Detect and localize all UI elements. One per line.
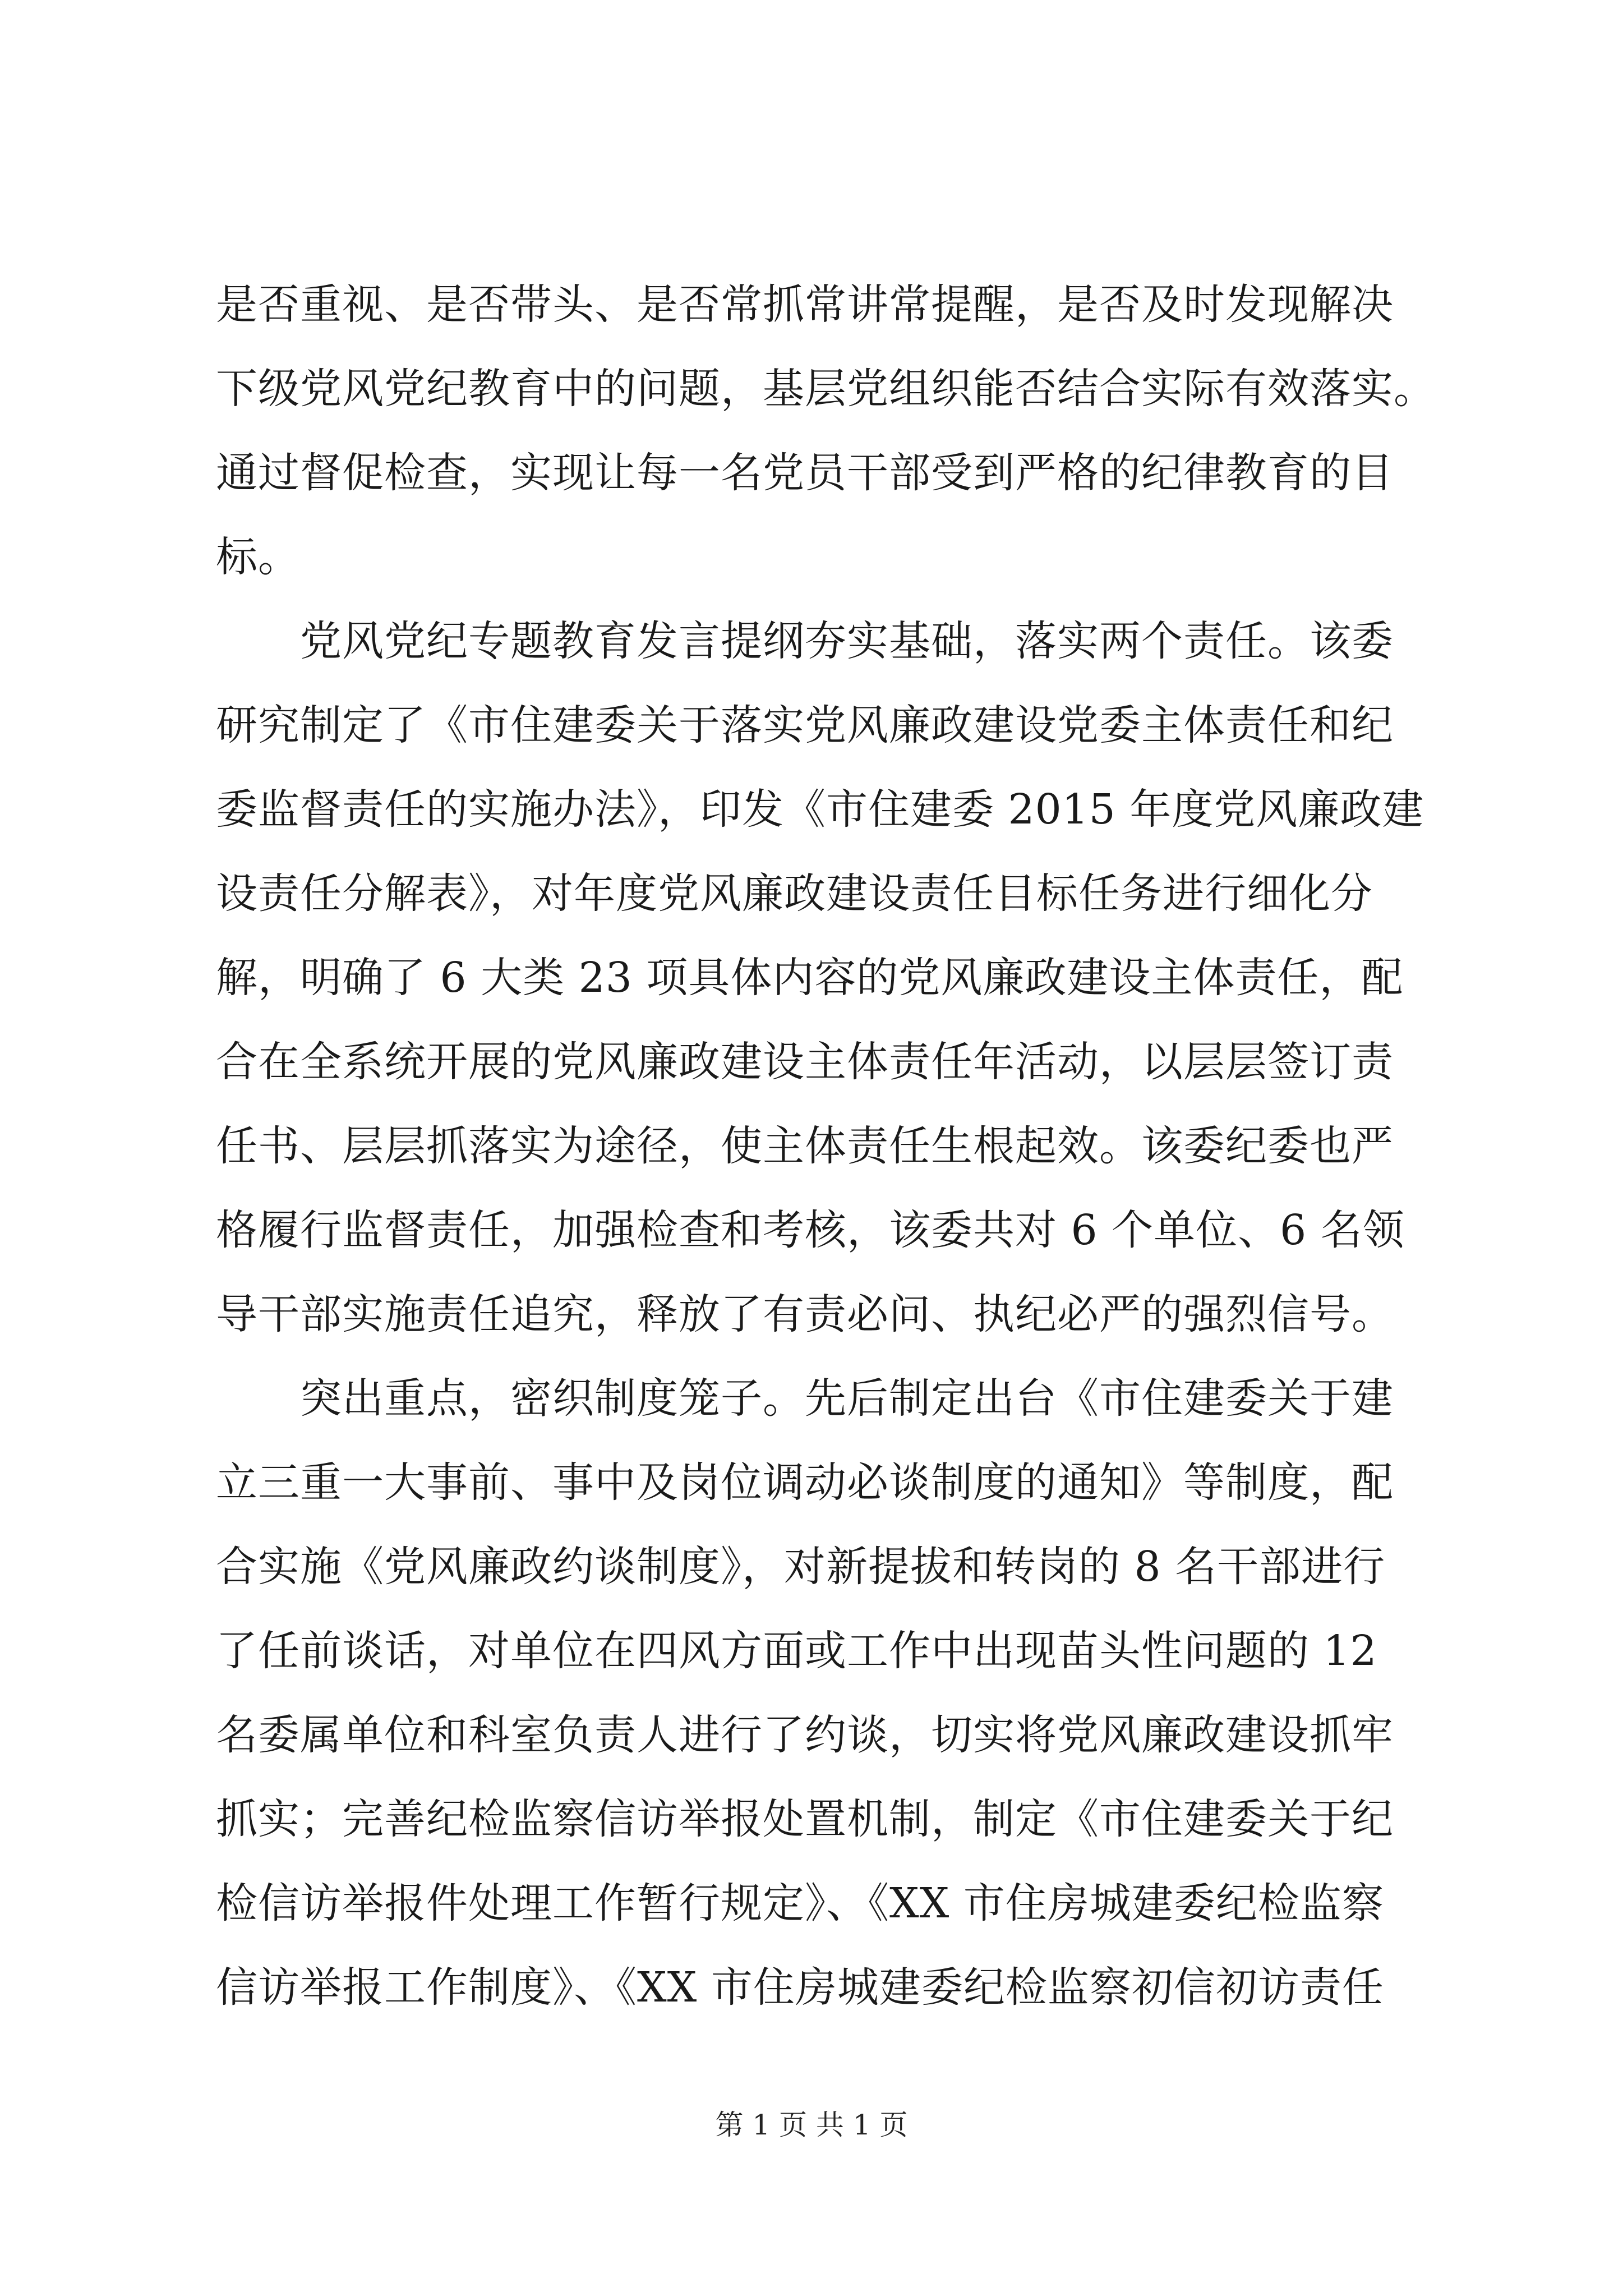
text-line: 设责任分解表》，对年度党风廉政建设责任目标任务进行细化分 bbox=[216, 869, 1373, 918]
text-line: 格履行监督责任，加强检查和考核，该委共对 6 个单位、6 名领 bbox=[216, 1206, 1405, 1254]
text-line: 任书、层层抓落实为途径，使主体责任生根起效。该委纪委也严 bbox=[216, 1122, 1394, 1170]
text-line: 名委属单位和科室负责人进行了约谈，切实将党风廉政建设抓牢 bbox=[216, 1711, 1394, 1759]
page-number-label: 第 1 页 共 1 页 bbox=[715, 2109, 908, 2141]
text-line: 委监督责任的实施办法》，印发《市住建委 2015 年度党风廉政建 bbox=[216, 785, 1424, 834]
text-line: 信访举报工作制度》、《XX 市住房城建委纪检监察初信初访责任 bbox=[216, 1963, 1384, 2012]
text-line: 通过督促检查，实现让每一名党员干部受到严格的纪律教育的目 bbox=[216, 449, 1394, 497]
text-line: 突出重点，密织制度笼子。先后制定出台《市住建委关于建 bbox=[216, 1374, 1394, 1423]
body-text bbox=[216, 263, 1436, 2030]
text-line: 下级党风党纪教育中的问题，基层党组织能否结合实际有效落实。 bbox=[216, 365, 1436, 413]
text-line: 是否重视、是否带头、是否常抓常讲常提醒，是否及时发现解决 bbox=[216, 280, 1394, 329]
text-line: 合实施《党风廉政约谈制度》，对新提拔和转岗的 8 名干部进行 bbox=[216, 1543, 1386, 1591]
text-line: 立三重一大事前、事中及岗位调动必谈制度的通知》等制度，配 bbox=[216, 1458, 1394, 1507]
text-line: 党风党纪专题教育发言提纲夯实基础，落实两个责任。该委 bbox=[216, 617, 1394, 665]
text-line: 了任前谈话，对单位在四风方面或工作中出现苗头性问题的 12 bbox=[216, 1627, 1377, 1675]
text-line: 导干部实施责任追究，释放了有责必问、执纪必严的强烈信号。 bbox=[216, 1290, 1394, 1338]
text-line: 抓实；完善纪检监察信访举报处置机制，制定《市住建委关于纪 bbox=[216, 1795, 1394, 1843]
text-line: 研究制定了《市住建委关于落实党风廉政建设党委主体责任和纪 bbox=[216, 701, 1394, 749]
text-line: 合在全系统开展的党风廉政建设主体责任年活动，以层层签订责 bbox=[216, 1038, 1394, 1086]
text-line: 检信访举报件处理工作暂行规定》、《XX 市住房城建委纪检监察 bbox=[216, 1879, 1384, 1927]
text-line: 标。 bbox=[216, 533, 300, 581]
page-footer bbox=[0, 2102, 1623, 2147]
text-line: 解，明确了 6 大类 23 项具体内容的党风廉政建设主体责任，配 bbox=[216, 954, 1404, 1002]
